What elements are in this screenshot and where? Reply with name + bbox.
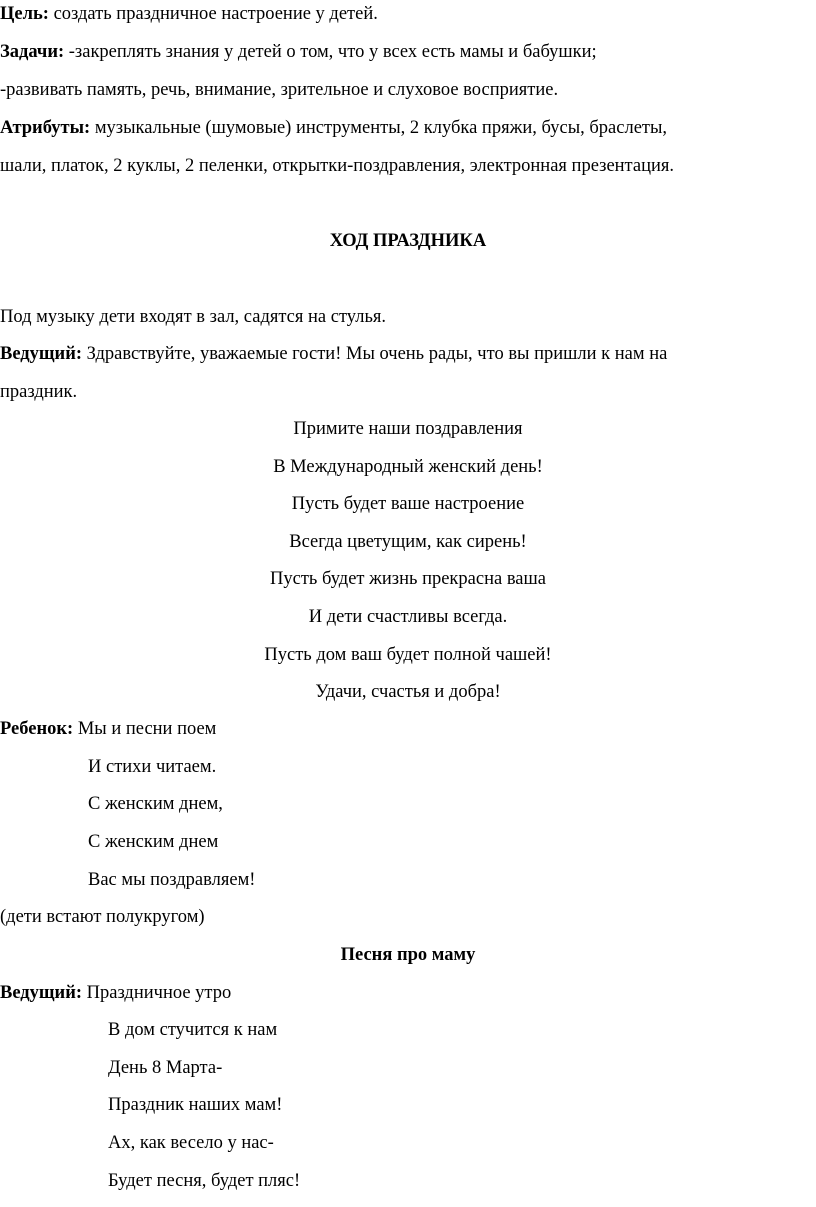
section-title: ХОД ПРАЗДНИКА bbox=[329, 231, 487, 251]
poem1-line-2: В Международный женский день! bbox=[273, 457, 543, 477]
tasks-line-2: -развивать память, речь, внимание, зрительное и слуховое восприятие. bbox=[0, 80, 559, 100]
host2-line-2: В дом стучится к нам bbox=[108, 1020, 278, 1040]
child-line-4: С женским днем bbox=[88, 832, 219, 852]
goal-label: Цель: bbox=[0, 4, 49, 24]
host2-text-1: Праздничное утро bbox=[82, 983, 232, 1003]
host1-label: Ведущий: bbox=[0, 344, 83, 364]
poem1-line-3: Пусть будет ваше настроение bbox=[291, 494, 525, 514]
child-line-2: И стихи читаем. bbox=[88, 757, 217, 777]
poem1-line-4: Всегда цветущим, как сирень! bbox=[289, 532, 527, 552]
goal-text: создать праздничное настроение у детей. bbox=[48, 4, 378, 24]
tasks-label: Задачи: bbox=[0, 42, 65, 62]
intro-line: Под музыку дети входят в зал, садятся на стулья. bbox=[0, 307, 387, 327]
host2-line-3: День 8 Марта- bbox=[108, 1058, 223, 1078]
host1-text-1: Здравствуйте, уважаемые гости! Мы очень рады, что вы пришли к нам на bbox=[82, 344, 668, 364]
tasks-text-1: -закреплять знания у детей о том, что у всех есть мамы и бабушки; bbox=[64, 42, 597, 62]
song-title: Песня про маму bbox=[340, 945, 476, 965]
goal-line bbox=[0, 3, 378, 25]
child-text-1: Мы и песни поем bbox=[73, 719, 217, 739]
tasks-line-1 bbox=[0, 41, 597, 63]
child-line-1 bbox=[0, 718, 216, 740]
poem1-line-1: Примите наши поздравления bbox=[293, 419, 523, 439]
attributes-text-1: музыкальные (шумовые) инструменты, 2 клубка пряжи, бусы, браслеты, bbox=[90, 118, 668, 138]
attributes-line-1 bbox=[0, 117, 667, 139]
host2-line-4: Праздник наших мам! bbox=[108, 1095, 283, 1115]
poem1-line-5: Пусть будет жизнь прекрасна ваша bbox=[270, 569, 546, 589]
child-label: Ребенок: bbox=[0, 719, 74, 739]
host1-line-2: праздник. bbox=[0, 382, 78, 402]
attributes-label: Атрибуты: bbox=[0, 118, 91, 138]
poem1-line-8: Удачи, счастья и добра! bbox=[315, 682, 501, 702]
poem1-line-7: Пусть дом ваш будет полной чашей! bbox=[264, 645, 552, 665]
host2-label: Ведущий: bbox=[0, 983, 83, 1003]
child-line-5: Вас мы поздравляем! bbox=[88, 870, 256, 890]
poem1-line-6: И дети счастливы всегда. bbox=[308, 607, 508, 627]
stage-direction: (дети встают полукругом) bbox=[0, 907, 205, 927]
host2-line-6: Будет песня, будет пляс! bbox=[108, 1171, 301, 1191]
child-line-3: С женским днем, bbox=[88, 794, 223, 814]
host2-line-5: Ах, как весело у нас- bbox=[108, 1133, 274, 1153]
attributes-line-2: шали, платок, 2 куклы, 2 пеленки, открытки-поздравления, электронная презентация. bbox=[0, 156, 675, 176]
host1-line-1 bbox=[0, 343, 667, 365]
host2-line-1 bbox=[0, 982, 231, 1004]
